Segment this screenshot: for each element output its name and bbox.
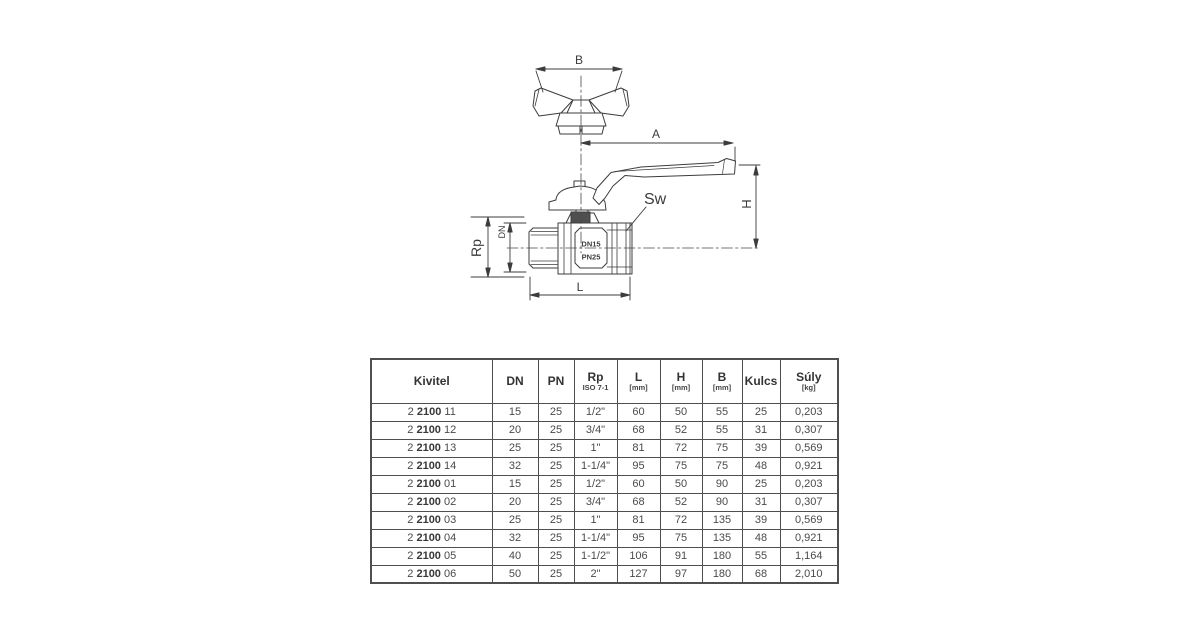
cell-rp: 3/4" <box>574 493 617 511</box>
cell-rp: 3/4" <box>574 421 617 439</box>
cell-pn: 25 <box>538 547 574 565</box>
cell-rp: 1-1/4" <box>574 457 617 475</box>
cell-kivitel: 2 2100 06 <box>371 565 492 583</box>
wing-left <box>533 88 573 116</box>
cell-kivitel: 2 2100 14 <box>371 457 492 475</box>
cell-kivitel: 2 2100 12 <box>371 421 492 439</box>
cell-b: 75 <box>702 457 742 475</box>
table-row <box>371 511 838 529</box>
cell-kulcs: 25 <box>742 475 780 493</box>
table-row <box>371 493 838 511</box>
col-header-rp: Rp ISO 7-1 <box>574 359 617 403</box>
cell-kulcs: 48 <box>742 529 780 547</box>
cell-b: 55 <box>702 421 742 439</box>
gland-nut <box>571 212 590 223</box>
table-row <box>371 439 838 457</box>
cell-pn: 25 <box>538 511 574 529</box>
cell-h: 75 <box>660 529 702 547</box>
cell-b: 90 <box>702 475 742 493</box>
cell-b: 180 <box>702 547 742 565</box>
cell-rp: 1/2" <box>574 475 617 493</box>
cell-dn: 20 <box>492 493 538 511</box>
cell-rp: 1-1/2" <box>574 547 617 565</box>
cell-l: 60 <box>617 403 660 421</box>
cell-kivitel: 2 2100 01 <box>371 475 492 493</box>
cell-l: 68 <box>617 493 660 511</box>
cell-l: 60 <box>617 475 660 493</box>
cell-dn: 15 <box>492 475 538 493</box>
cell-kulcs: 48 <box>742 457 780 475</box>
wing-tab-right <box>582 126 604 134</box>
cell-suly: 0,203 <box>780 475 838 493</box>
cell-pn: 25 <box>538 493 574 511</box>
cell-kivitel: 2 2100 13 <box>371 439 492 457</box>
cell-suly: 0,569 <box>780 439 838 457</box>
cell-pn: 25 <box>538 529 574 547</box>
cell-pn: 25 <box>538 403 574 421</box>
cell-kivitel: 2 2100 05 <box>371 547 492 565</box>
cell-dn: 25 <box>492 511 538 529</box>
cell-dn: 32 <box>492 457 538 475</box>
cell-l: 127 <box>617 565 660 583</box>
cell-l: 95 <box>617 457 660 475</box>
cell-suly: 0,569 <box>780 511 838 529</box>
cell-h: 52 <box>660 421 702 439</box>
cell-dn: 20 <box>492 421 538 439</box>
dim-label-a: A <box>651 127 661 141</box>
cell-l: 68 <box>617 421 660 439</box>
dim-label-rp: Rp <box>468 239 484 257</box>
cell-pn: 25 <box>538 457 574 475</box>
table-row <box>371 421 838 439</box>
cell-suly: 1,164 <box>780 547 838 565</box>
table-row <box>371 547 838 565</box>
cell-suly: 0,307 <box>780 421 838 439</box>
cell-b: 135 <box>702 511 742 529</box>
cell-dn: 15 <box>492 403 538 421</box>
col-header-h: H [mm] <box>660 359 702 403</box>
col-header-l: L [mm] <box>617 359 660 403</box>
col-header-kulcs: Kulcs <box>742 359 780 403</box>
cell-l: 95 <box>617 529 660 547</box>
cell-h: 72 <box>660 439 702 457</box>
cell-kulcs: 31 <box>742 421 780 439</box>
table-body <box>371 403 838 583</box>
cell-l: 81 <box>617 511 660 529</box>
cell-dn: 25 <box>492 439 538 457</box>
cell-rp: 1" <box>574 439 617 457</box>
dim-label-l: L <box>576 280 584 294</box>
dim-a <box>581 141 735 161</box>
table-header-row <box>371 359 838 403</box>
table-row <box>371 529 838 547</box>
cell-dn: 32 <box>492 529 538 547</box>
sw-label: Sw <box>644 191 667 208</box>
cell-suly: 0,307 <box>780 493 838 511</box>
body-marking-pn: PN25 <box>581 252 601 262</box>
cell-b: 75 <box>702 439 742 457</box>
table-row <box>371 403 838 421</box>
table-row <box>371 565 838 583</box>
cell-kulcs: 55 <box>742 547 780 565</box>
cell-b: 55 <box>702 403 742 421</box>
cell-pn: 25 <box>538 421 574 439</box>
cell-rp: 2" <box>574 565 617 583</box>
cell-dn: 50 <box>492 565 538 583</box>
cell-kulcs: 39 <box>742 511 780 529</box>
cell-pn: 25 <box>538 439 574 457</box>
cell-pn: 25 <box>538 565 574 583</box>
cell-dn: 40 <box>492 547 538 565</box>
cell-h: 50 <box>660 475 702 493</box>
cell-h: 72 <box>660 511 702 529</box>
cell-kivitel: 2 2100 04 <box>371 529 492 547</box>
cell-l: 81 <box>617 439 660 457</box>
col-header-dn: DN <box>492 359 538 403</box>
cell-h: 97 <box>660 565 702 583</box>
dim-label-h: H <box>739 199 754 209</box>
dim-b <box>536 67 622 92</box>
cell-b: 180 <box>702 565 742 583</box>
cell-rp: 1" <box>574 511 617 529</box>
col-header-kivitel: Kivitel <box>371 359 492 403</box>
col-header-b: B [mm] <box>702 359 742 403</box>
col-header-pn: PN <box>538 359 574 403</box>
cell-h: 75 <box>660 457 702 475</box>
cell-kulcs: 31 <box>742 493 780 511</box>
table-row <box>371 475 838 493</box>
cell-h: 50 <box>660 403 702 421</box>
dim-label-dn: DN <box>497 225 507 239</box>
cell-kulcs: 68 <box>742 565 780 583</box>
wing-right <box>589 88 629 116</box>
cell-kivitel: 2 2100 11 <box>371 403 492 421</box>
cell-rp: 1/2" <box>574 403 617 421</box>
cell-b: 90 <box>702 493 742 511</box>
cell-kulcs: 39 <box>742 439 780 457</box>
sw-leader-line <box>626 207 646 231</box>
cell-kulcs: 25 <box>742 403 780 421</box>
cell-kivitel: 2 2100 02 <box>371 493 492 511</box>
body-marking-dn: DN15 <box>581 239 601 249</box>
valve-technical-drawing <box>430 40 790 325</box>
col-header-suly: Súly [kg] <box>780 359 838 403</box>
dimension-table <box>370 358 839 584</box>
cell-h: 52 <box>660 493 702 511</box>
cell-suly: 2,010 <box>780 565 838 583</box>
dim-label-b: B <box>574 53 584 67</box>
cell-kivitel: 2 2100 03 <box>371 511 492 529</box>
dim-dn <box>504 223 526 272</box>
cell-pn: 25 <box>538 475 574 493</box>
cell-l: 106 <box>617 547 660 565</box>
cell-rp: 1-1/4" <box>574 529 617 547</box>
cell-b: 135 <box>702 529 742 547</box>
cell-suly: 0,203 <box>780 403 838 421</box>
table-row <box>371 457 838 475</box>
wing-tab-left <box>558 126 580 134</box>
cell-suly: 0,921 <box>780 529 838 547</box>
cell-h: 91 <box>660 547 702 565</box>
cell-suly: 0,921 <box>780 457 838 475</box>
